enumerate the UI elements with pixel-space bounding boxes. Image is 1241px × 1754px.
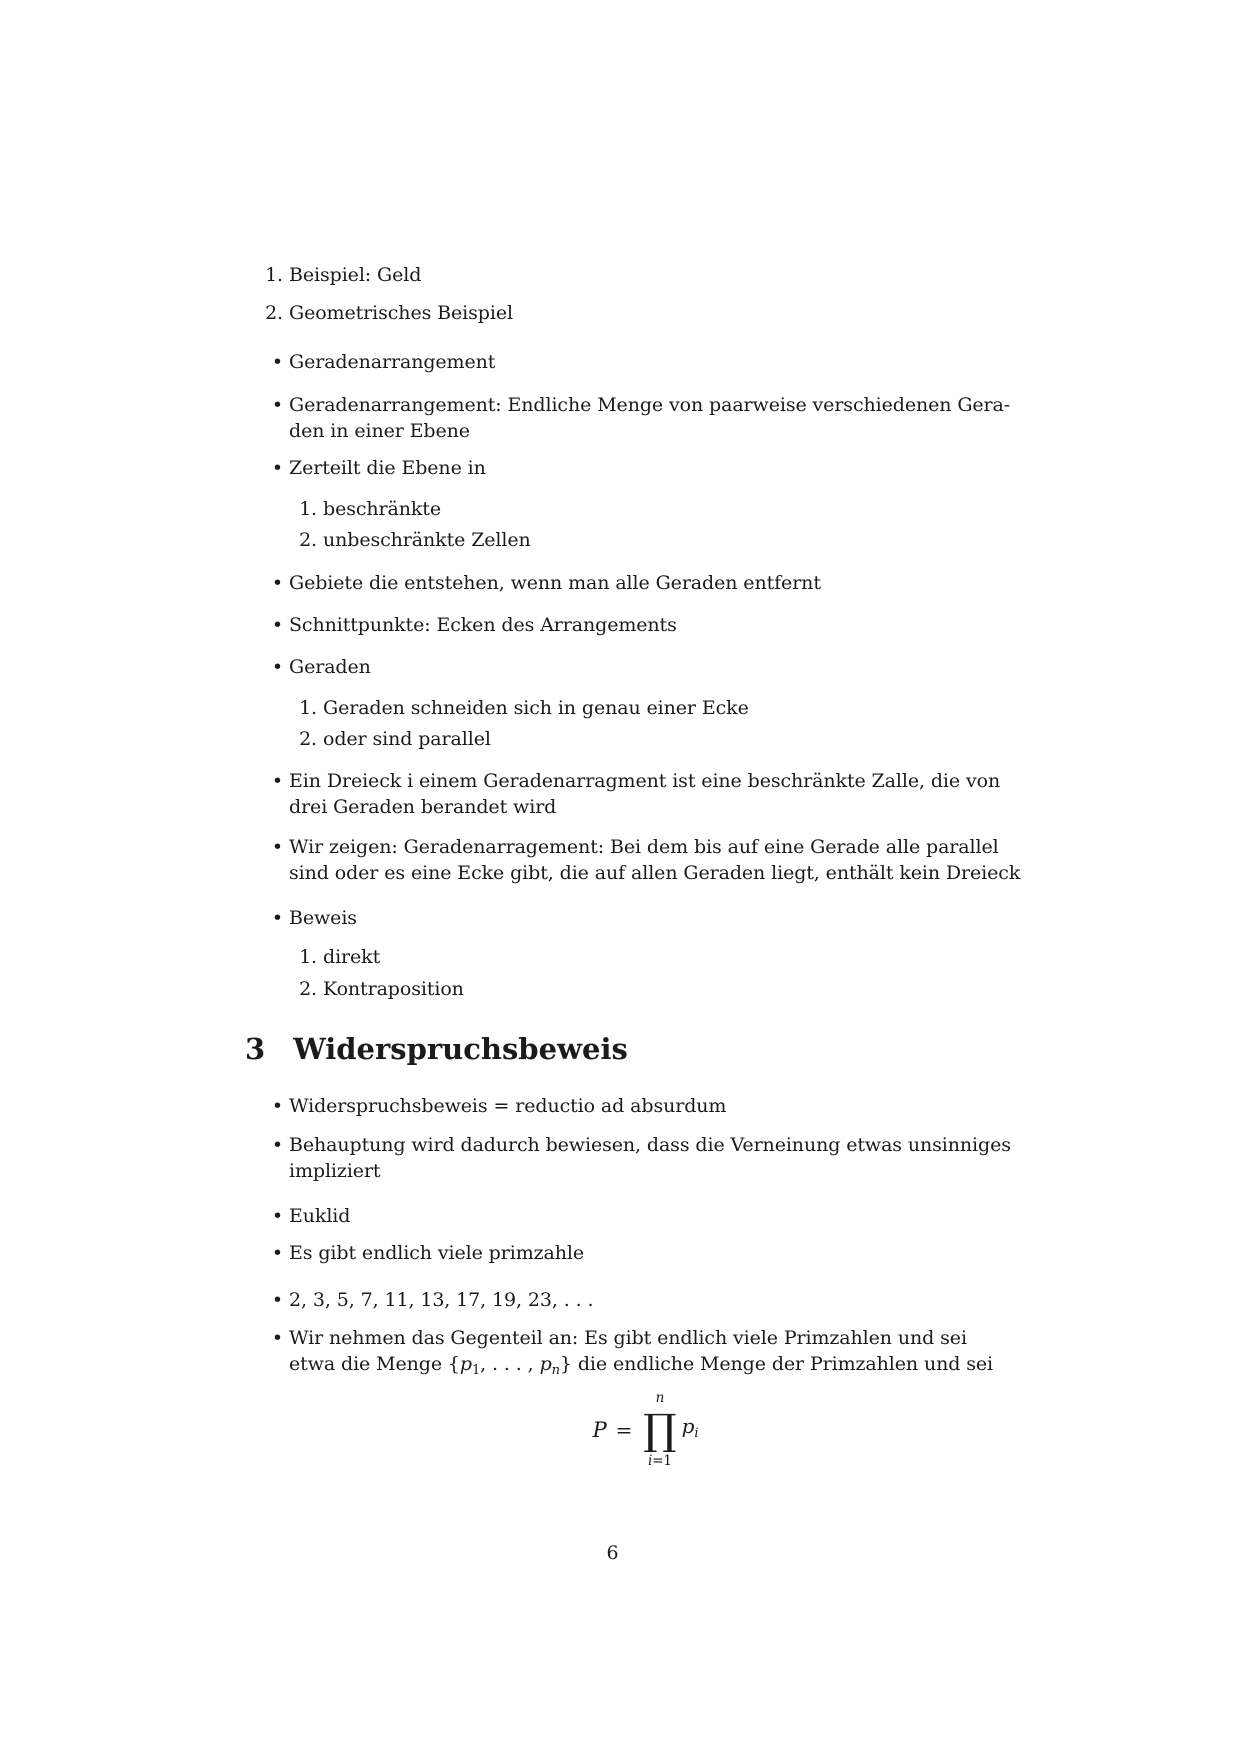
item-marker: 2. xyxy=(265,302,283,324)
equals-sign: = xyxy=(615,1418,633,1442)
formula-rhs: $p_i$ xyxy=(681,1414,699,1441)
list-item xyxy=(271,1325,994,1384)
item-marker: 1. xyxy=(265,264,283,286)
bullet-marker: • xyxy=(271,1095,283,1117)
section-heading xyxy=(245,1030,980,1068)
product-operator xyxy=(643,1392,676,1468)
item-text: Geraden schneiden sich in genau einer Ecke xyxy=(323,697,749,719)
math-subscript: 1 xyxy=(471,1363,481,1378)
page-number: 6 xyxy=(606,1542,619,1564)
item-text: beschränkte xyxy=(323,498,441,520)
item-marker: 2. xyxy=(299,529,317,551)
bullet-marker: • xyxy=(271,836,283,858)
item-text: Wir nehmen das Gegenteil an: Es gibt endlich viele Primzahlen und sei xyxy=(289,1327,967,1349)
list-item xyxy=(271,1287,594,1313)
formula xyxy=(245,1392,980,1468)
list-item xyxy=(271,1240,584,1266)
bullet-marker: • xyxy=(271,770,283,792)
item-text: sind oder es eine Ecke gibt, die auf allen Geraden liegt, enthält kein Dreieck xyxy=(289,862,1021,884)
bullet-marker: • xyxy=(271,907,283,929)
list-item xyxy=(271,349,496,375)
item-text: Widerspruchsbeweis = reductio ad absurdum xyxy=(289,1095,727,1117)
item-marker: 1. xyxy=(299,946,317,968)
list-item xyxy=(271,612,677,638)
item-text: Geometrisches Beispiel xyxy=(289,302,513,324)
section-title: Widerspruchsbeweis xyxy=(293,1032,628,1066)
item-text: direkt xyxy=(323,946,381,968)
item-text: Gebiete die entstehen, wenn man alle Geraden entfernt xyxy=(289,572,821,594)
item-text: Wir zeigen: Geradenarragement: Bei dem bis auf eine Gerade alle parallel xyxy=(289,836,999,858)
list-item xyxy=(271,570,821,596)
item-text: Ein Dreieck i einem Geradenarragment ist eine beschränkte Zalle, die von xyxy=(289,770,1001,792)
text-column xyxy=(245,0,1021,1754)
item-text: Es gibt endlich viele primzahle xyxy=(289,1242,584,1264)
list-item xyxy=(271,654,371,680)
bullet-marker: • xyxy=(271,351,283,373)
item-text-math: etwa die Menge {$p_1$, . . . , $p_n$} die endliche Menge der Primzahlen und sei xyxy=(289,1353,994,1378)
item-text: drei Geraden berandet wird xyxy=(289,796,557,818)
sub-list-item xyxy=(299,496,441,522)
list-item xyxy=(271,455,486,481)
item-text: Geradenarrangement: Endliche Menge von paarweise verschiedenen Gera- xyxy=(289,394,1011,416)
list-item xyxy=(271,834,1021,886)
math-var: p xyxy=(539,1353,552,1375)
product-lower-limit: i=1 xyxy=(648,1452,672,1469)
list-item xyxy=(271,1132,1011,1184)
product-upper-limit: n xyxy=(655,1390,665,1406)
item-text: Geradenarrangement xyxy=(289,351,496,373)
item-text: Beispiel: Geld xyxy=(289,264,422,286)
item-text: den in einer Ebene xyxy=(289,420,470,442)
formula-lhs: P xyxy=(592,1418,607,1442)
item-text: oder sind parallel xyxy=(323,728,491,750)
item-marker: 2. xyxy=(299,978,317,1000)
item-text: Behauptung wird dadurch bewiesen, dass die Verneinung etwas unsinniges xyxy=(289,1134,1011,1156)
item-text: Schnittpunkte: Ecken des Arrangements xyxy=(289,614,677,636)
bullet-marker: • xyxy=(271,1289,283,1311)
item-text: Geraden xyxy=(289,656,371,678)
bullet-marker: • xyxy=(271,1242,283,1264)
list-item xyxy=(271,1093,727,1119)
section-number: 3 xyxy=(245,1032,266,1066)
item-text: 2, 3, 5, 7, 11, 13, 17, 19, 23, . . . xyxy=(289,1289,594,1311)
sub-list-item xyxy=(299,695,749,721)
item-marker: 2. xyxy=(299,728,317,750)
item-text: Beweis xyxy=(289,907,357,929)
item-text: unbeschränkte Zellen xyxy=(323,529,531,551)
item-text: Euklid xyxy=(289,1205,351,1227)
list-item xyxy=(271,1203,351,1229)
sub-list-item xyxy=(299,976,464,1002)
bullet-marker: • xyxy=(271,572,283,594)
item-text: Kontraposition xyxy=(323,978,464,1000)
bullet-marker: • xyxy=(271,656,283,678)
sub-list-item xyxy=(299,726,491,752)
item-marker: 1. xyxy=(299,697,317,719)
item-marker: 1. xyxy=(299,498,317,520)
list-item xyxy=(271,392,1011,444)
list-item xyxy=(265,262,422,288)
bullet-marker: • xyxy=(271,614,283,636)
list-item xyxy=(271,768,1001,820)
math-var: p xyxy=(459,1353,472,1375)
list-item xyxy=(265,300,513,326)
bullet-marker: • xyxy=(271,394,283,416)
bullet-marker: • xyxy=(271,1327,283,1349)
item-text: impliziert xyxy=(289,1160,381,1182)
bullet-marker: • xyxy=(271,1134,283,1156)
equation xyxy=(593,1392,699,1468)
bullet-marker: • xyxy=(271,457,283,479)
product-symbol: ∏ xyxy=(643,1404,677,1454)
sub-list-item xyxy=(299,944,381,970)
list-item xyxy=(271,905,357,931)
math-subscript: n xyxy=(551,1363,560,1378)
item-text: Zerteilt die Ebene in xyxy=(289,457,486,479)
sub-list-item xyxy=(299,527,531,553)
bullet-marker: • xyxy=(271,1205,283,1227)
